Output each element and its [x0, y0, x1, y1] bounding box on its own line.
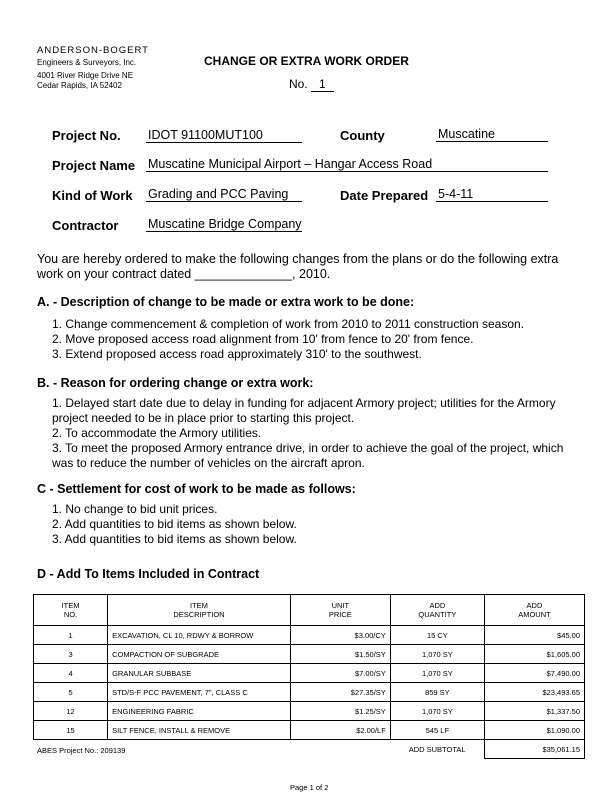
project-name: Muscatine Municipal Airport – Hangar Access Road: [146, 157, 548, 172]
project-no: IDOT 91100MUT100: [146, 128, 302, 143]
table-cell: EXCAVATION, CL 10, RDWY & BORROW: [108, 626, 291, 645]
contractor-label: Contractor: [52, 218, 119, 233]
section-a-item: 1. Change commencement & completion of work from 2010 to 2011 construction season.: [52, 317, 525, 331]
table-row: [34, 702, 585, 721]
table-cell: $1,090.00: [484, 721, 584, 740]
column-header-line: NO.: [63, 610, 78, 619]
section-b-item: 1. Delayed start date due to delay in funding for adjacent Armory project; utilities for the Armory project needed to be in place prior to starting this project.: [52, 396, 556, 425]
kind-label: Kind of Work: [52, 188, 133, 203]
date-label: Date Prepared: [340, 188, 429, 203]
order-number: 1: [311, 77, 334, 92]
table-cell: $27.35/SY: [290, 683, 390, 702]
table-row: [34, 683, 585, 702]
abes-project-no: ABES Project No.: 209139: [37, 746, 126, 755]
company-name: ANDERSON-BOGERT: [37, 45, 149, 56]
section-c-title: C - Settlement for cost of work to be made as follows:: [37, 482, 356, 496]
table-row: [34, 645, 585, 664]
column-header-line: ADD: [526, 601, 543, 610]
section-c-item: 2. Add quantities to bid items as shown below.: [52, 517, 297, 531]
column-header: [484, 595, 584, 626]
section-b-item: 2. To accommodate the Armory utilities.: [52, 426, 262, 440]
subtotal-value: $35,061.15: [484, 740, 584, 759]
column-header: [290, 595, 390, 626]
table-cell: $1,337.50: [484, 702, 584, 721]
table-cell: COMPACTION OF SUBGRADE: [108, 645, 291, 664]
section-d-title: D - Add To Items Included in Contract: [37, 567, 260, 581]
table-cell: $23,493.65: [484, 683, 584, 702]
section-c-item: 3. Add quantities to bid items as shown below.: [52, 532, 297, 546]
table-cell: $1.25/SY: [290, 702, 390, 721]
section-a-item: 2. Move proposed access road alignment from 10' from fence to 20' from fence.: [52, 332, 474, 346]
project-name-label: Project Name: [52, 158, 136, 173]
column-header-line: QUANTITY: [418, 610, 457, 619]
table-cell: $45.00: [484, 626, 584, 645]
page-number: Page 1 of 2: [290, 783, 329, 792]
items-table: [33, 594, 585, 759]
section-a-item: 3. Extend proposed access road approximately 310' to the southwest.: [52, 347, 422, 361]
contractor: Muscatine Bridge Company: [148, 217, 302, 231]
county-label: County: [340, 128, 385, 143]
table-cell: 12: [34, 702, 108, 721]
table-cell: $1,605.00: [484, 645, 584, 664]
county: Muscatine: [436, 127, 548, 142]
column-header-line: ITEM: [189, 601, 208, 610]
column-header-line: DESCRIPTION: [173, 610, 225, 619]
table-row: [34, 664, 585, 683]
table-cell: GRANULAR SUBBASE: [108, 664, 291, 683]
column-header-line: UNIT: [331, 601, 350, 610]
table-cell: $7,490.00: [484, 664, 584, 683]
table-cell: STD/S-F PCC PAVEMENT, 7", CLASS C: [108, 683, 291, 702]
table-cell: $2.00/LF: [290, 721, 390, 740]
table-row: [34, 626, 585, 645]
column-header-line: AMOUNT: [518, 610, 551, 619]
kind-of-work: Grading and PCC Paving: [146, 187, 302, 202]
number-label: No.: [289, 77, 308, 91]
date-prepared: 5-4-11: [436, 187, 548, 202]
column-header: [34, 595, 108, 626]
company-addr1: 4001 River Ridge Drive NE: [37, 71, 134, 80]
section-b-item: 3. To meet the proposed Armory entrance drive, in order to achieve the goal of the project, which was to reduce the number of vehicles on the aircraft apron.: [52, 441, 564, 470]
table-row: [34, 721, 585, 740]
table-cell: 1,070 SY: [390, 702, 484, 721]
table-cell: 3: [34, 645, 108, 664]
company-addr2: Cedar Rapids, IA 52402: [37, 81, 122, 90]
intro-text: You are hereby ordered to make the following changes from the plans or do the following extra work on your contract dated ______________, 2010.: [37, 252, 559, 281]
subtotal-label: ADD SUBTOTAL: [408, 744, 466, 754]
column-header: [390, 595, 484, 626]
column-header: [108, 595, 291, 626]
company-sub: Engineers & Surveyors, Inc.: [37, 58, 137, 67]
table-cell: 1,070 SY: [390, 664, 484, 683]
doc-title: CHANGE OR EXTRA WORK ORDER: [204, 54, 409, 68]
table-cell: 859 SY: [390, 683, 484, 702]
column-header-line: ADD: [429, 601, 446, 610]
table-cell: 1: [34, 626, 108, 645]
table-cell: ENGINEERING FABRIC: [108, 702, 291, 721]
table-cell: $7.00/SY: [290, 664, 390, 683]
section-c-item: 1. No change to bid unit prices.: [52, 502, 218, 516]
table-cell: $1.50/SY: [290, 645, 390, 664]
table-cell: 4: [34, 664, 108, 683]
section-a-title: A. - Description of change to be made or extra work to be done:: [37, 295, 415, 309]
table-cell: 545 LF: [390, 721, 484, 740]
table-cell: $3.00/CY: [290, 626, 390, 645]
table-cell: 15 CY: [390, 626, 484, 645]
table-cell: 15: [34, 721, 108, 740]
column-header-line: ITEM: [61, 601, 80, 610]
section-b-title: B. - Reason for ordering change or extra work:: [37, 376, 314, 390]
project-no-label: Project No.: [52, 128, 121, 143]
column-header-line: PRICE: [328, 610, 352, 619]
table-cell: 1,070 SY: [390, 645, 484, 664]
table-cell: SILT FENCE, INSTALL & REMOVE: [108, 721, 291, 740]
table-cell: 5: [34, 683, 108, 702]
